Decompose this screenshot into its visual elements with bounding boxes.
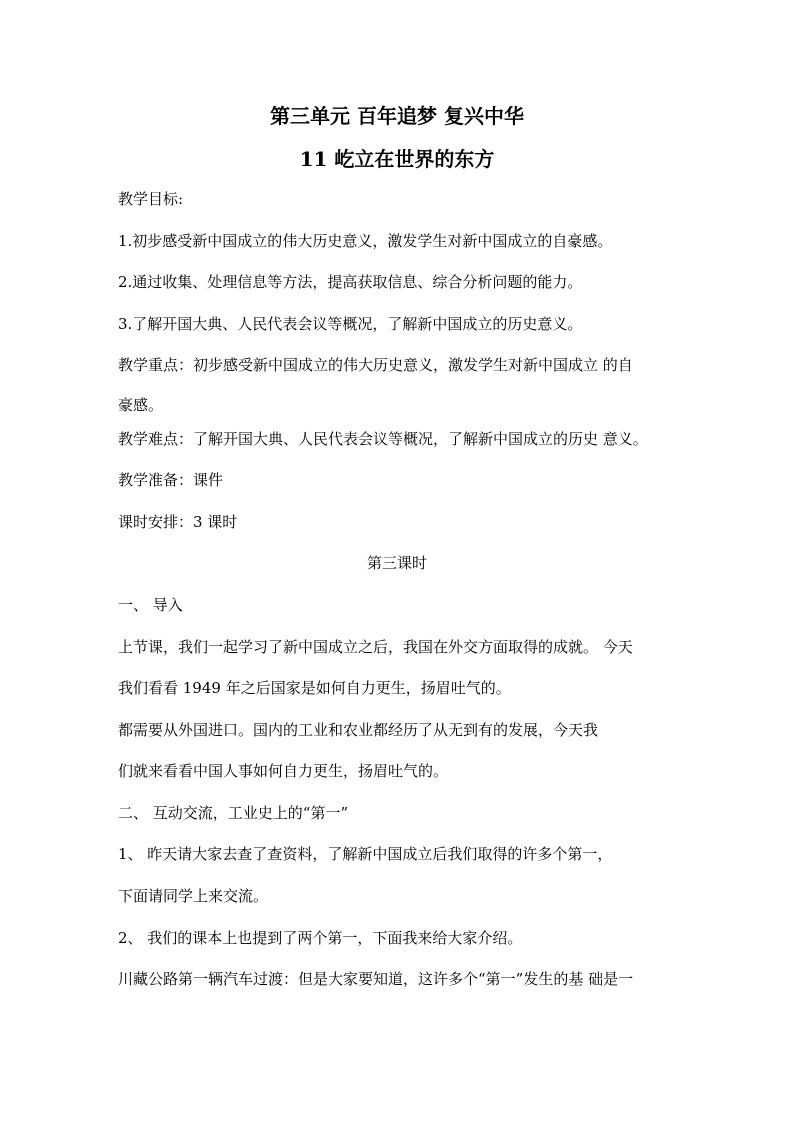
- key-point-line-1: 教学重点：初步感受新中国成立的伟大历史意义，激发学生对新中国成立 的自: [118, 356, 633, 374]
- list-item-2: 2、 我们的课本上也提到了两个第一，下面我来给大家介绍。: [118, 929, 523, 947]
- preparation-line: 教学准备：课件: [118, 471, 224, 489]
- objective-3: 3.了解开国大典、人民代表会议等概况，了解新中国成立的历史意义。: [118, 315, 583, 333]
- paragraph-line: 上节课，我们一起学习了新中国成立之后，我国在外交方面取得的成就。 今天: [118, 638, 633, 656]
- paragraph-line: 都需要从外国进口。国内的工业和农业都经历了从无到有的发展，今天我: [118, 721, 599, 739]
- paragraph-line: 川藏公路第一辆汽车过渡：但是大家要知道，这许多个“第一”发生的基 础是一: [118, 970, 634, 988]
- objective-2: 2.通过收集、处理信息等方法，提高获取信息、综合分析问题的能力。: [118, 273, 583, 291]
- difficulty-line: 教学难点：了解开国大典、人民代表会议等概况，了解新中国成立的历史 意义。: [118, 430, 648, 448]
- list-item-1-cont: 下面请同学上来交流。: [118, 887, 269, 905]
- list-item-1: 1、 昨天请大家去查了查资料，了解新中国成立后我们取得的许多个第一，: [118, 845, 613, 863]
- paragraph-line: 我们看看 1949 年之后国家是如何自力更生，扬眉吐气的。: [118, 679, 511, 697]
- part-1-heading: 一、 导入: [118, 596, 183, 614]
- paragraph-line: 们就来看看中国人事如何自力更生，扬眉吐气的。: [118, 762, 449, 780]
- key-point-line-2: 豪感。: [118, 396, 164, 414]
- objectives-heading: 教学目标:: [118, 190, 184, 208]
- section-heading: 第三课时: [366, 554, 427, 572]
- part-2-heading: 二、 互动交流，工业史上的“第一”: [118, 804, 349, 822]
- objective-1: 1.初步感受新中国成立的伟大历史意义，激发学生对新中国成立的自豪感。: [118, 232, 613, 250]
- unit-title: 第三单元 百年追梦 复兴中华: [270, 104, 524, 128]
- lesson-title: 11 屹立在世界的东方: [299, 147, 495, 171]
- schedule-line: 课时安排：3 课时: [118, 513, 238, 531]
